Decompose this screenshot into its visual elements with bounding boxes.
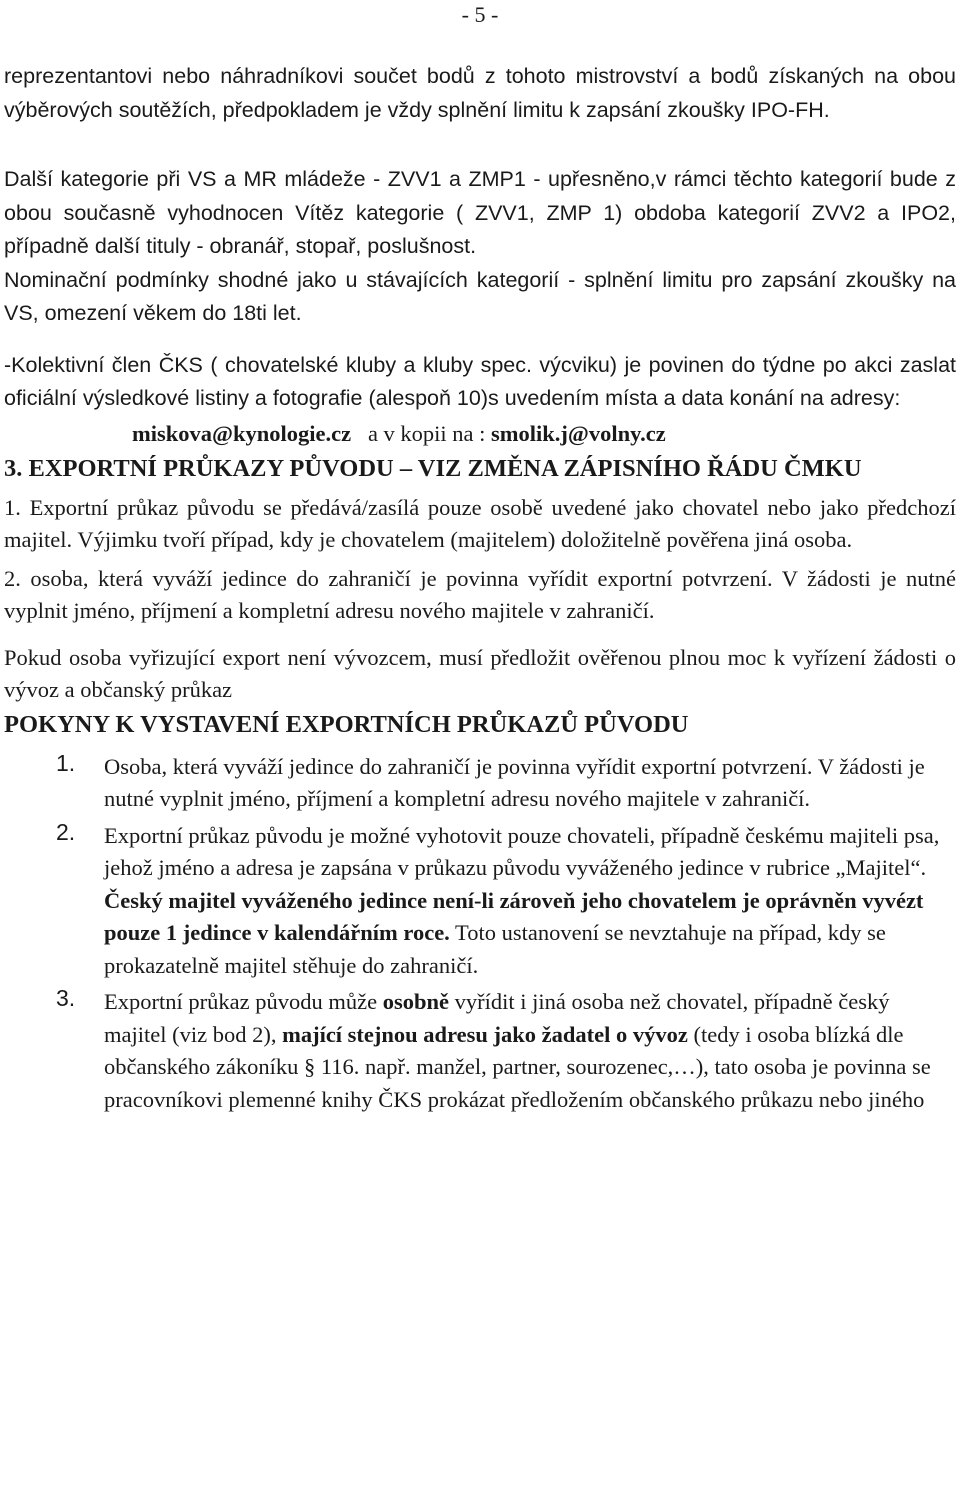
email-addresses bbox=[4, 416, 956, 452]
list-item bbox=[4, 986, 956, 1116]
list-item-text-part: vyřídit i jiná osoba než chovatel, případně český majitel (viz bod 2), bbox=[104, 989, 890, 1047]
list-item-number: 3. bbox=[56, 985, 76, 1011]
list-item-text-part: Toto ustanovení se nevztahuje na případ, kdy se prokazatelně majitel stěhuje do zahraničí. bbox=[104, 920, 886, 978]
list-item bbox=[4, 820, 956, 983]
list-item-bold-text: Český majitel vyváženého jedince není-li zároveň jeho chovatelem je oprávněn vyvézt pouze 1 jedince v kalendářním roce. bbox=[104, 887, 924, 945]
list-item-text: Osoba, která vyváží jedince do zahraničí je povinna vyřídit exportní potvrzení. V žádosti je nutné vyplnit jméno, příjmení a kompletní adresu nového majitele v zahraničí. bbox=[104, 753, 925, 811]
list-item-text-part: Exportní průkaz původu může bbox=[104, 989, 383, 1014]
section-heading-instructions: POKYNY K VYSTAVENÍ EXPORTNÍCH PRŮKAZŮ PŮVODU bbox=[4, 710, 689, 738]
page-number: - 5 - bbox=[461, 2, 499, 27]
list-item-bold-text: osobně bbox=[382, 989, 449, 1014]
section-heading-export: 3. EXPORTNÍ PRŮKAZY PŮVODU – VIZ ZMĚNA ZÁPISNÍHO ŘÁDU ČMKU bbox=[4, 454, 862, 482]
email-separator: a v kopii na : bbox=[367, 420, 486, 446]
instructions-list bbox=[4, 751, 956, 1117]
paragraph-collective-member: -Kolektivní člen ČKS ( chovatelské kluby a kluby spec. výcviku) je povinen do týdne po akci zaslat oficiální výsledkové listiny a fotografie (alespoň 10)s uvedením místa a data konání na adresy: bbox=[4, 352, 956, 410]
list-item-bold-text: mající stejnou adresu jako žadatel o vývoz bbox=[282, 1021, 688, 1047]
page-content bbox=[4, 60, 956, 1120]
list-item-text-part: (tedy i osoba blízká dle občanského zákoníku § 116. např. manžel, partner, sourozenec,…), tato osoba je povinna se pracovníkovi plemenné knihy ČKS prokázat předložením občanského průkazu nebo jiného bbox=[104, 1021, 931, 1112]
list-item-text bbox=[104, 820, 956, 983]
list-item bbox=[4, 751, 956, 816]
paragraph-ipo-fh: reprezentantovi nebo náhradníkovi součet bodů z tohoto mistrovství a bodů získaných na obou výběrových soutěžích, předpokladem je vždy splnění limitu k zapsání zkoušky IPO-FH. bbox=[4, 64, 956, 122]
paragraph-export-3: Pokud osoba vyřizující export není vývozcem, musí předložit ověřenou plnou moc k vyřízení žádosti o vývoz a občanský průkaz bbox=[4, 644, 956, 702]
paragraph-export-2: 2. osoba, která vyváží jedince do zahraničí je povinna vyřídit exportní potvrzení. V žádosti je nutné vyplnit jméno, příjmení a kompletní adresu nového majitele v zahraničí. bbox=[4, 565, 956, 623]
paragraph-nomination: Nominační podmínky shodné jako u stávajících kategorií - splnění limitu pro zapsání zkoušky na VS, omezení věkem do 18ti let. bbox=[4, 267, 956, 325]
email-smolik: smolik.j@volny.cz bbox=[491, 420, 666, 446]
list-item-number: 1. bbox=[56, 749, 76, 776]
list-item-number: 2. bbox=[56, 818, 76, 845]
paragraph-categories: Další kategorie při VS a MR mládeže - ZVV1 a ZMP1 - upřesněno,v rámci těchto kategorií bude z obou současně vyhodnocen Vítěz kategorie ( ZVV1, ZMP 1) obdoba kategorií ZVV2 a IPO2, případně další tituly - obranář, stopař, poslušnost. bbox=[4, 167, 956, 258]
email-miskova: miskova@kynologie.cz bbox=[132, 420, 352, 446]
list-item-text-part: Exportní průkaz původu je možné vyhotovit pouze chovateli, případně českému majiteli psa, jehož jméno a adresa je zapsána v průkazu původu vyváženého jedince v rubrice „Majitel“. bbox=[104, 822, 940, 880]
paragraph-export-1: 1. Exportní průkaz původu se předává/zasílá pouze osobě uvedené jako chovatel nebo jako předchozí majitel. Výjimku tvoří případ, kdy je chovatelem (majitelem) doložitelně pověřena jiná osoba. bbox=[4, 494, 956, 552]
list-item-text bbox=[104, 986, 956, 1116]
